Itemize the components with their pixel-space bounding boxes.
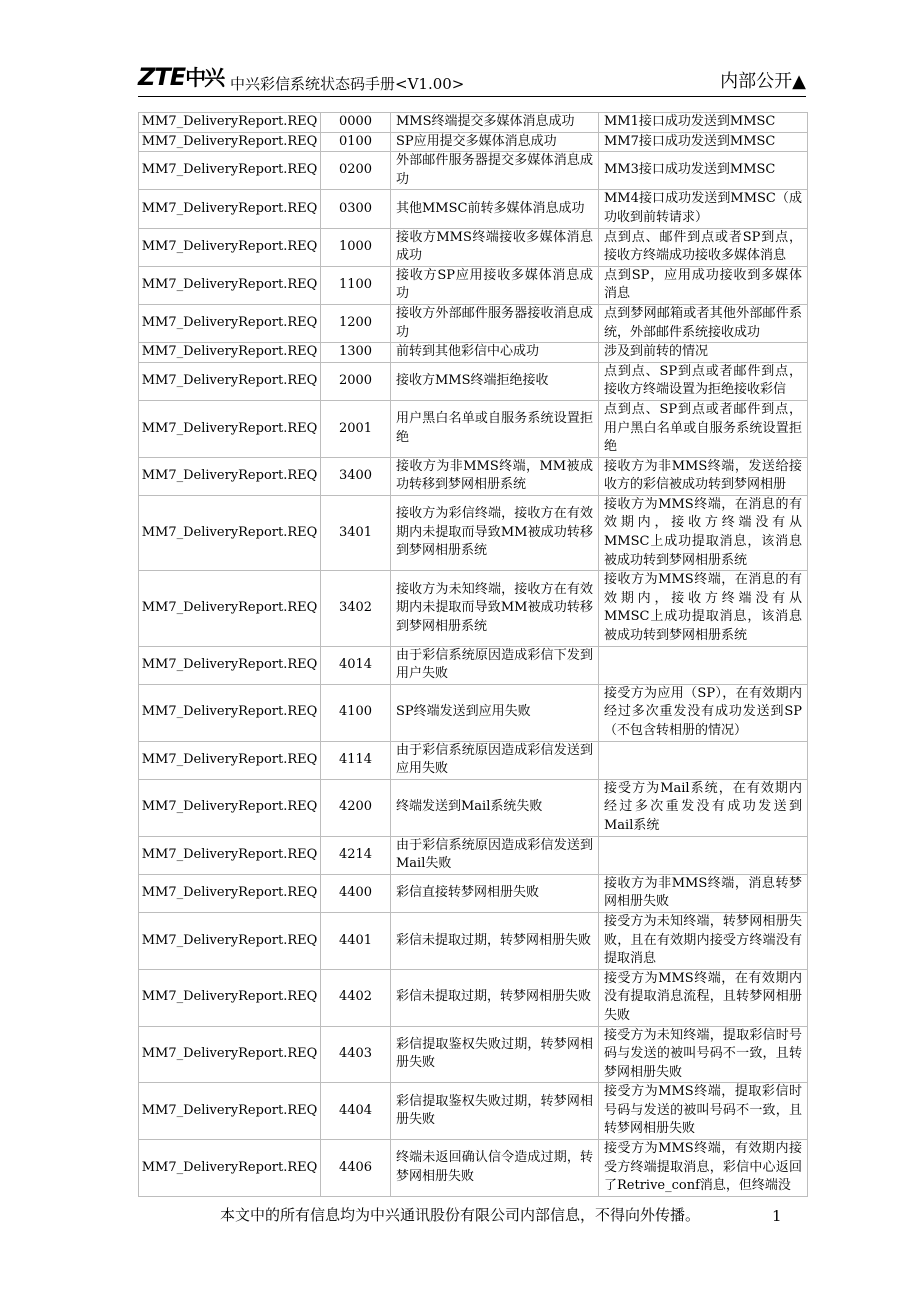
table-row: [139, 571, 808, 646]
cell-message-type: MM7_DeliveryReport.REQ: [139, 571, 321, 646]
cell-status-code: 0100: [321, 132, 391, 152]
header-divider: [138, 96, 806, 97]
table-row: [139, 362, 808, 400]
page-number: 1: [772, 1207, 782, 1225]
table-row: [139, 779, 808, 836]
table-row: [139, 266, 808, 304]
table-row: [139, 969, 808, 1026]
page-header: [138, 62, 806, 94]
table-row: [139, 132, 808, 152]
cell-description: 彩信提取鉴权失败过期，转梦网相册失败: [391, 1083, 599, 1140]
cell-description: 接收方为未知终端，接收方在有效期内未提取而导致MM被成功转移到梦网相册系统: [391, 571, 599, 646]
cell-remark: 接受方为应用（SP），在有效期内经过多次重发没有成功发送到SP（不包含转相册的情况）: [599, 684, 808, 741]
cell-description: 由于彩信系统原因造成彩信下发到用户失败: [391, 646, 599, 684]
page-footer: [0, 1204, 920, 1228]
cell-remark: 涉及到前转的情况: [599, 343, 808, 363]
cell-status-code: 4402: [321, 969, 391, 1026]
classification-label: 内部公开▲: [720, 71, 806, 92]
cell-remark: 接受方为MMS终端，提取彩信时号码与发送的被叫号码不一致，且转梦网相册失败: [599, 1083, 808, 1140]
table-row: [139, 400, 808, 457]
cell-message-type: MM7_DeliveryReport.REQ: [139, 912, 321, 969]
cell-message-type: MM7_DeliveryReport.REQ: [139, 190, 321, 228]
cell-message-type: MM7_DeliveryReport.REQ: [139, 400, 321, 457]
cell-description: 接收方MMS终端接收多媒体消息成功: [391, 228, 599, 266]
cell-status-code: 1000: [321, 228, 391, 266]
cell-description: 终端发送到Mail系统失败: [391, 779, 599, 836]
table-row: [139, 495, 808, 570]
cell-message-type: MM7_DeliveryReport.REQ: [139, 836, 321, 874]
cell-description: SP终端发送到应用失败: [391, 684, 599, 741]
cell-message-type: MM7_DeliveryReport.REQ: [139, 1026, 321, 1083]
cell-description: 接收方为彩信终端，接收方在有效期内未提取而导致MM被成功转移到梦网相册系统: [391, 495, 599, 570]
cell-remark: 接收方为非MMS终端，消息转梦网相册失败: [599, 874, 808, 912]
cell-remark: MM1接口成功发送到MMSC: [599, 113, 808, 133]
cell-status-code: 4100: [321, 684, 391, 741]
cell-remark: 接收方为MMS终端，在消息的有效期内，接收方终端没有从MMSC上成功提取消息，该消息被成功转到梦网相册系统: [599, 571, 808, 646]
cell-remark: [599, 836, 808, 874]
cell-status-code: 4014: [321, 646, 391, 684]
cell-description: 接收方SP应用接收多媒体消息成功: [391, 266, 599, 304]
table-body: [139, 113, 808, 1197]
cell-remark: 点到点、邮件到点或者SP到点，接收方终端成功接收多媒体消息: [599, 228, 808, 266]
cell-message-type: MM7_DeliveryReport.REQ: [139, 457, 321, 495]
cell-description: 彩信提取鉴权失败过期，转梦网相册失败: [391, 1026, 599, 1083]
cell-message-type: MM7_DeliveryReport.REQ: [139, 874, 321, 912]
zte-logo: [138, 62, 223, 93]
table-row: [139, 912, 808, 969]
cell-message-type: MM7_DeliveryReport.REQ: [139, 779, 321, 836]
table-row: [139, 684, 808, 741]
table-row: [139, 228, 808, 266]
cell-message-type: MM7_DeliveryReport.REQ: [139, 1140, 321, 1197]
cell-remark: 接受方为MMS终端，在有效期内没有提取消息流程，且转梦网相册失败: [599, 969, 808, 1026]
table-row: [139, 836, 808, 874]
cell-description: 前转到其他彩信中心成功: [391, 343, 599, 363]
table-row: [139, 457, 808, 495]
cell-remark: [599, 646, 808, 684]
cell-remark: 接受方为未知终端，提取彩信时号码与发送的被叫号码不一致，且转梦网相册失败: [599, 1026, 808, 1083]
cell-message-type: MM7_DeliveryReport.REQ: [139, 646, 321, 684]
cell-status-code: 4401: [321, 912, 391, 969]
cell-description: MMS终端提交多媒体消息成功: [391, 113, 599, 133]
cell-remark: 接收方为MMS终端，在消息的有效期内，接收方终端没有从MMSC上成功提取消息，该消息被成功转到梦网相册系统: [599, 495, 808, 570]
cell-message-type: MM7_DeliveryReport.REQ: [139, 362, 321, 400]
cell-remark: [599, 741, 808, 779]
cell-status-code: 4214: [321, 836, 391, 874]
cell-remark: 点到梦网邮箱或者其他外部邮件系统，外部邮件系统接收成功: [599, 304, 808, 342]
cell-message-type: MM7_DeliveryReport.REQ: [139, 1083, 321, 1140]
cell-message-type: MM7_DeliveryReport.REQ: [139, 741, 321, 779]
cell-description: 由于彩信系统原因造成彩信发送到Mail失败: [391, 836, 599, 874]
table-row: [139, 1140, 808, 1197]
cell-message-type: MM7_DeliveryReport.REQ: [139, 343, 321, 363]
cell-status-code: 4400: [321, 874, 391, 912]
footer-notice: 本文中的所有信息均为中兴通讯股份有限公司内部信息，不得向外传播。: [219, 1206, 700, 1224]
cell-description: 由于彩信系统原因造成彩信发送到应用失败: [391, 741, 599, 779]
cell-remark: 点到点、SP到点或者邮件到点，接收方终端设置为拒绝接收彩信: [599, 362, 808, 400]
cell-message-type: MM7_DeliveryReport.REQ: [139, 113, 321, 133]
cell-status-code: 4200: [321, 779, 391, 836]
status-code-table: [138, 112, 808, 1197]
cell-status-code: 0300: [321, 190, 391, 228]
cell-message-type: MM7_DeliveryReport.REQ: [139, 969, 321, 1026]
cell-remark: MM4接口成功发送到MMSC（成功收到前转请求）: [599, 190, 808, 228]
table-row: [139, 190, 808, 228]
logo-latin: ZTE: [138, 63, 186, 91]
cell-status-code: 4114: [321, 741, 391, 779]
cell-status-code: 3401: [321, 495, 391, 570]
cell-message-type: MM7_DeliveryReport.REQ: [139, 132, 321, 152]
cell-remark: 点到SP，应用成功接收到多媒体消息: [599, 266, 808, 304]
cell-status-code: 4404: [321, 1083, 391, 1140]
document-title: 中兴彩信系统状态码手册<V1.00>: [230, 75, 465, 93]
cell-remark: 接收方为非MMS终端，发送给接收方的彩信被成功转到梦网相册: [599, 457, 808, 495]
cell-message-type: MM7_DeliveryReport.REQ: [139, 152, 321, 190]
cell-status-code: 3402: [321, 571, 391, 646]
cell-status-code: 2001: [321, 400, 391, 457]
cell-remark: 点到点、SP到点或者邮件到点，用户黑白名单或自服务系统设置拒绝: [599, 400, 808, 457]
table-row: [139, 741, 808, 779]
cell-message-type: MM7_DeliveryReport.REQ: [139, 228, 321, 266]
cell-description: 彩信未提取过期，转梦网相册失败: [391, 969, 599, 1026]
cell-description: 外部邮件服务器提交多媒体消息成功: [391, 152, 599, 190]
table-row: [139, 646, 808, 684]
table-row: [139, 1083, 808, 1140]
table-row: [139, 343, 808, 363]
cell-description: SP应用提交多媒体消息成功: [391, 132, 599, 152]
cell-description: 接收方MMS终端拒绝接收: [391, 362, 599, 400]
table-row: [139, 113, 808, 133]
cell-status-code: 4403: [321, 1026, 391, 1083]
cell-message-type: MM7_DeliveryReport.REQ: [139, 684, 321, 741]
cell-status-code: 0000: [321, 113, 391, 133]
cell-remark: 接受方为未知终端，转梦网相册失败，且在有效期内接受方终端没有提取消息: [599, 912, 808, 969]
cell-description: 用户黑白名单或自服务系统设置拒绝: [391, 400, 599, 457]
cell-status-code: 1200: [321, 304, 391, 342]
table-row: [139, 874, 808, 912]
cell-remark: MM7接口成功发送到MMSC: [599, 132, 808, 152]
cell-status-code: 1300: [321, 343, 391, 363]
cell-message-type: MM7_DeliveryReport.REQ: [139, 495, 321, 570]
cell-description: 彩信直接转梦网相册失败: [391, 874, 599, 912]
cell-status-code: 1100: [321, 266, 391, 304]
cell-description: 终端未返回确认信令造成过期，转梦网相册失败: [391, 1140, 599, 1197]
table-row: [139, 1026, 808, 1083]
cell-message-type: MM7_DeliveryReport.REQ: [139, 304, 321, 342]
cell-message-type: MM7_DeliveryReport.REQ: [139, 266, 321, 304]
table-row: [139, 152, 808, 190]
logo-cn: 中兴: [185, 66, 224, 90]
cell-status-code: 0200: [321, 152, 391, 190]
cell-description: 接收方为非MMS终端，MM被成功转移到梦网相册系统: [391, 457, 599, 495]
cell-remark: 接受方为Mail系统，在有效期内经过多次重发没有成功发送到Mail系统: [599, 779, 808, 836]
cell-status-code: 3400: [321, 457, 391, 495]
cell-status-code: 2000: [321, 362, 391, 400]
cell-description: 其他MMSC前转多媒体消息成功: [391, 190, 599, 228]
cell-remark: 接受方为MMS终端，有效期内接受方终端提取消息，彩信中心返回了Retrive_conf消息，但终端没: [599, 1140, 808, 1197]
cell-remark: MM3接口成功发送到MMSC: [599, 152, 808, 190]
table-row: [139, 304, 808, 342]
cell-status-code: 4406: [321, 1140, 391, 1197]
cell-description: 彩信未提取过期，转梦网相册失败: [391, 912, 599, 969]
cell-description: 接收方外部邮件服务器接收消息成功: [391, 304, 599, 342]
